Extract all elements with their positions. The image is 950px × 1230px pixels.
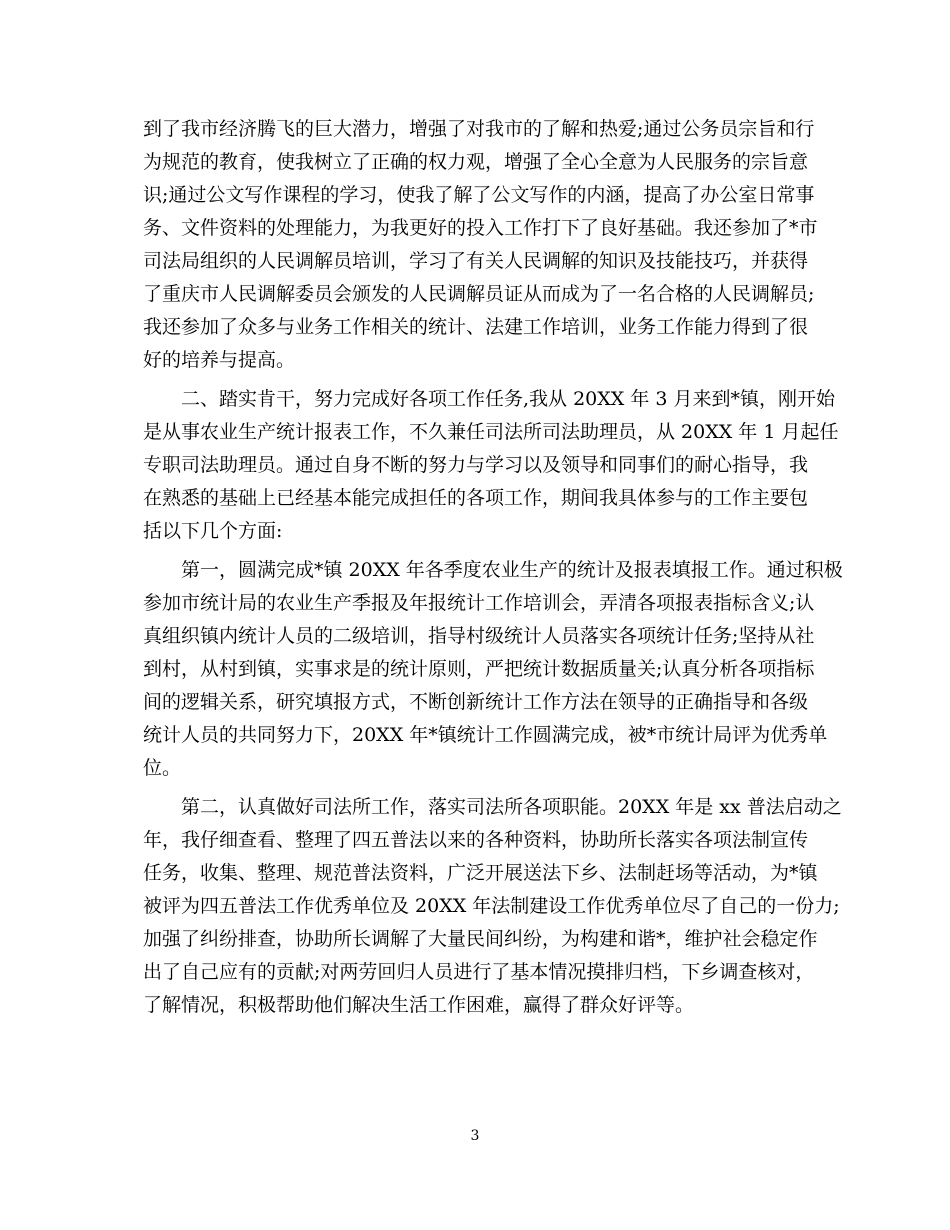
text-line: 括以下几个方面: — [143, 520, 283, 542]
text-line: 我还参加了众多与业务工作相关的统计、法建工作培训，业务工作能力得到了很 — [143, 316, 809, 338]
text-line: 真组织镇内统计人员的二级培训，指导村级统计人员落实各项统计任务;坚持从社 — [143, 625, 815, 647]
text-line: 年，我仔细查看、整理了四五普法以来的各种资料，协助所长落实各项法制宣传 — [143, 829, 809, 851]
text-line: 到了我市经济腾飞的巨大潜力，增强了对我市的了解和热爱;通过公务员宗旨和行 — [143, 118, 815, 140]
page-number: 3 — [470, 1128, 480, 1144]
text-line: 加强了纠纷排查，协助所长调解了大量民间纠纷，为构建和谐*，维护社会稳定作 — [143, 928, 818, 950]
text-line: 在熟悉的基础上已经基本能完成担任的各项工作，期间我具体参与的工作主要包 — [143, 487, 809, 509]
body-text — [143, 113, 843, 1022]
text-line: 到村，从村到镇，实事求是的统计原则，严把统计数据质量关;认真分析各项指标 — [143, 658, 815, 680]
text-line: 参加市统计局的农业生产季报及年报统计工作培训会，弄清各项报表指标含义;认 — [143, 592, 815, 614]
text-line: 了重庆市人民调解委员会颁发的人民调解员证从而成为了一名合格的人民调解员; — [143, 283, 815, 305]
text-line: 是从事农业生产统计报表工作，不久兼任司法所司法助理员，从 20XX 年 1 月起任 — [143, 421, 839, 443]
text-line: 间的逻辑关系，研究填报方式，不断创新统计工作方法在领导的正确指导和各级 — [143, 691, 809, 713]
text-line: 司法局组织的人民调解员培训，学习了有关人民调解的知识及技能技巧，并获得 — [143, 250, 809, 272]
text-line: 统计人员的共同努力下，20XX 年*镇统计工作圆满完成，被*市统计局评为优秀单 — [143, 724, 828, 746]
text-line: 位。 — [143, 757, 182, 779]
text-line: 任务，收集、整理、规范普法资料，广泛开展送法下乡、法制赶场等活动，为*镇 — [143, 862, 818, 884]
text-line: 出了自己应有的贡献;对两劳回归人员进行了基本情况摸排归档，下乡调查核对， — [143, 961, 815, 983]
text-line: 务、文件资料的处理能力，为我更好的投入工作打下了良好基础。我还参加了*市 — [143, 217, 818, 239]
text-line: 第一，圆满完成*镇 20XX 年各季度农业生产的统计及报表填报工作。通过积极 — [181, 559, 843, 581]
text-line: 第二，认真做好司法所工作，落实司法所各项职能。20XX 年是 xx 普法启动之 — [181, 796, 842, 818]
text-line: 被评为四五普法工作优秀单位及 20XX 年法制建设工作优秀单位尽了自己的一份力; — [143, 895, 840, 917]
text-line: 了解情况，积极帮助他们解决生活工作困难，赢得了群众好评等。 — [143, 994, 695, 1016]
text-line: 二、踏实肯干，努力完成好各项工作任务,我从 20XX 年 3 月来到*镇，刚开始 — [181, 388, 836, 410]
text-line: 识;通过公文写作课程的学习，使我了解了公文写作的内涵，提高了办公室日常事 — [143, 184, 815, 206]
text-line: 专职司法助理员。通过自身不断的努力与学习以及领导和同事们的耐心指导，我 — [143, 454, 809, 476]
text-line: 好的培养与提高。 — [143, 349, 296, 371]
text-line: 为规范的教育，使我树立了正确的权力观，增强了全心全意为人民服务的宗旨意 — [143, 151, 809, 173]
